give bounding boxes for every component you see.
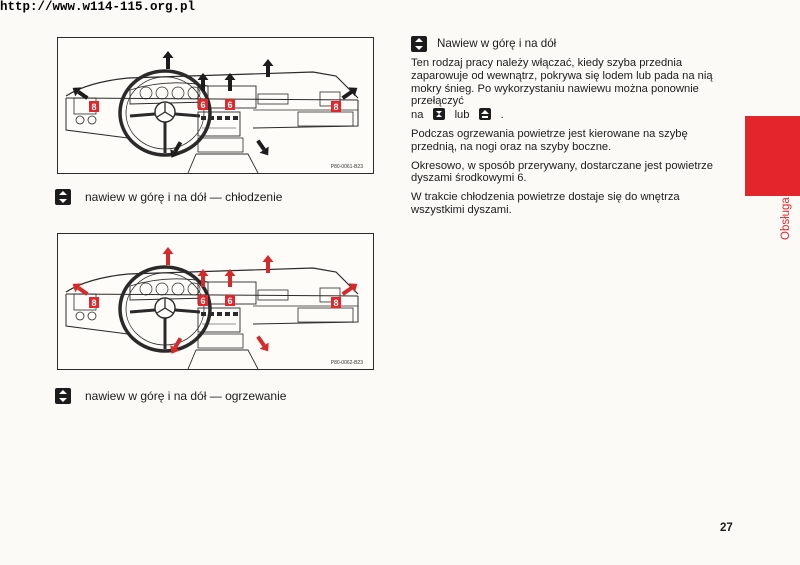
paragraph-1 xyxy=(411,57,729,122)
caption-heating xyxy=(55,388,286,404)
dashboard-outline xyxy=(66,268,358,294)
paragraph-2: Podczas ogrzewania powietrze jest kierowane na szybę przednią, na nogi oraz na szyby boczne. xyxy=(411,127,688,153)
paragraph-3: Okresowo, w sposób przerywany, dostarczane jest powietrze dyszami środkowymi 6. xyxy=(411,159,713,185)
gauge xyxy=(156,87,168,99)
svg-text:6: 6 xyxy=(200,296,206,306)
climate-panel xyxy=(198,334,243,348)
paragraph-4: W trakcie chłodzenia powietrze dostaje się do wnętrza wszystkimi dyszami. xyxy=(411,191,680,216)
gauge xyxy=(140,283,152,295)
airflow-arrow-icon xyxy=(225,73,236,91)
svg-text:8: 8 xyxy=(91,102,97,112)
instrument-cluster xyxy=(130,279,208,300)
svg-text:8: 8 xyxy=(91,298,97,308)
svg-text:6: 6 xyxy=(200,100,206,110)
paragraph-1-lub: lub xyxy=(454,109,470,122)
vent-number-label xyxy=(89,101,99,112)
section-text xyxy=(411,36,729,223)
airflow-arrow-icon xyxy=(163,247,174,265)
paragraph-1-text: Ten rodzaj pracy należy włączać, kiedy szyba przednia zaparowuje od wewnątrz, pokrywa się lodem lub pada na nią mokry śnieg. Po wykorzystaniu nawiewu można ponownie przełączyć xyxy=(411,57,713,108)
airflow-arrow-icon xyxy=(225,269,236,287)
up-down-airflow-icon xyxy=(55,189,71,205)
vent-number-label xyxy=(225,295,235,306)
svg-text:6: 6 xyxy=(227,100,233,110)
caption-text: nawiew w górę i na dół — ogrzewanie xyxy=(85,389,287,403)
section-heading xyxy=(411,36,729,52)
airflow-arrow-icon xyxy=(253,137,272,158)
gauge xyxy=(172,283,184,295)
svg-text:8: 8 xyxy=(333,102,339,112)
vent-number-label xyxy=(198,99,208,110)
caption-cooling xyxy=(55,189,282,205)
dashboard-illustration-cooling xyxy=(58,38,373,173)
dashboard-illustration-heating xyxy=(58,234,373,369)
figure-code: P80-0062-B23 xyxy=(330,360,363,366)
gauge xyxy=(172,87,184,99)
vent-number-label xyxy=(89,297,99,308)
svg-text:6: 6 xyxy=(227,296,233,306)
airflow-arrow-icon xyxy=(263,255,274,273)
up-down-airflow-icon xyxy=(55,388,71,404)
vent-number-label xyxy=(331,101,341,112)
paragraph-1-na: na xyxy=(411,109,424,122)
glovebox xyxy=(298,112,353,126)
airflow-arrow-icon xyxy=(253,333,272,354)
glovebox xyxy=(298,308,353,322)
instrument-cluster xyxy=(130,83,208,104)
airflow-arrow-icon xyxy=(163,51,174,69)
vent-number-label xyxy=(198,295,208,306)
dashboard-figure-cooling xyxy=(57,37,374,174)
section-tab-marker xyxy=(745,116,800,196)
up-down-airflow-icon xyxy=(411,36,427,52)
dashboard-figure-heating xyxy=(57,233,374,370)
climate-panel xyxy=(198,138,243,152)
svg-text:8: 8 xyxy=(333,298,339,308)
section-tab-label: Obsługa xyxy=(780,197,792,240)
vent-number-label xyxy=(331,297,341,308)
airflow-arrow-icon xyxy=(263,59,274,77)
page-url: http://www.w114-115.org.pl xyxy=(0,0,196,14)
section-heading-text: Nawiew w górę i na dół xyxy=(437,36,557,50)
figure-code: P80-0061-B23 xyxy=(330,164,363,170)
caption-text: nawiew w górę i na dół — chłodzenie xyxy=(85,190,283,204)
vent-number-label xyxy=(225,99,235,110)
airflow-mode-alt-icon xyxy=(479,108,491,120)
paragraph-1-end: . xyxy=(500,109,504,122)
page-number: 27 xyxy=(720,522,733,534)
gauge xyxy=(156,283,168,295)
airflow-mode-icon xyxy=(433,108,445,120)
gauge xyxy=(140,87,152,99)
dashboard-outline xyxy=(66,72,358,98)
